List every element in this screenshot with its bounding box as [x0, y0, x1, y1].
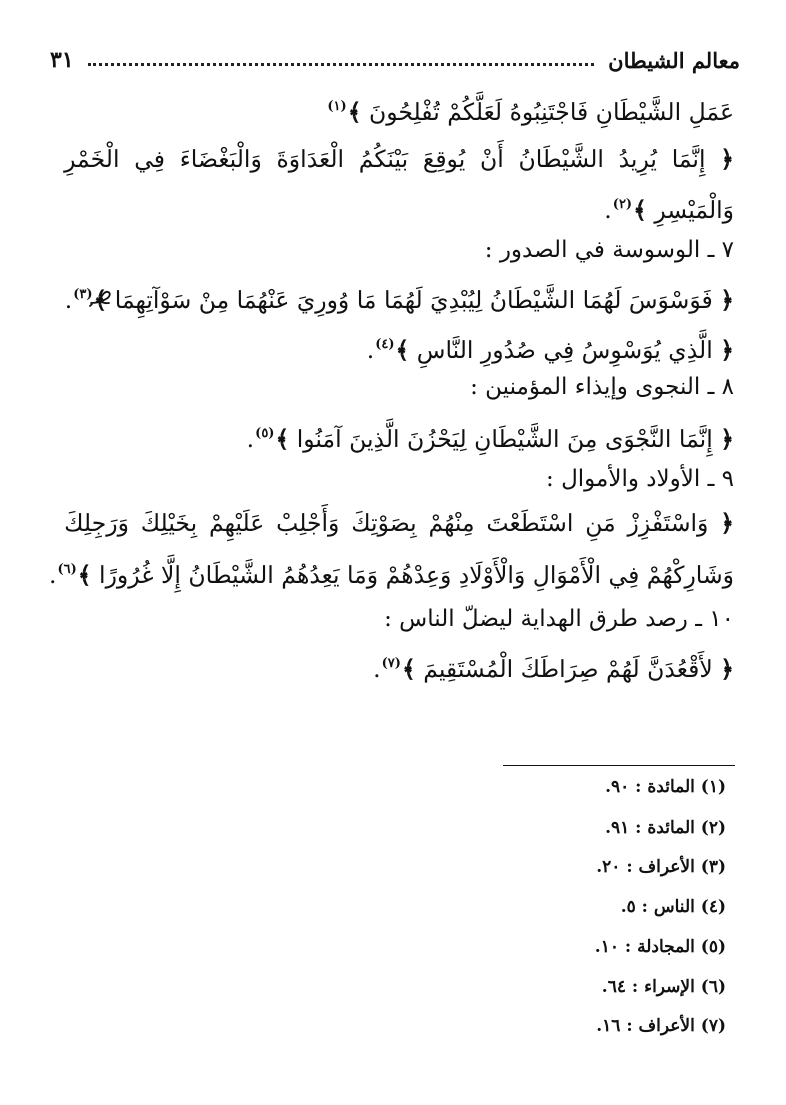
footnote-separator [503, 765, 735, 766]
verse-text: الَّذِي يُوَسْوِسُ فِي صُدُورِ النَّاسِ [416, 336, 713, 364]
verse-word: الْخَمْرِ [64, 145, 120, 173]
full-stop: . [49, 561, 57, 589]
footnote-ref: (٥) [255, 426, 275, 441]
verse-word: عَلَيْهِمْ [208, 509, 265, 537]
footnote-ref: (٢) [612, 197, 633, 212]
opening-bracket: ﴿ [720, 145, 734, 173]
opening-bracket: ﴿ [720, 425, 734, 453]
footnote-ref: (٦) [57, 562, 77, 577]
verse-line-5 [65, 278, 734, 317]
page-number: ٣١ [50, 47, 74, 73]
closing-bracket: ﴾ [77, 561, 92, 589]
footnote-ref: (٤) [375, 337, 395, 352]
verse-word: إِنَّمَا [671, 145, 706, 173]
verse-text: لأَقْعُدَنَّ لَهُمْ صِرَاطَكَ الْمُسْتَقِيمَ [423, 655, 713, 683]
header-leader-dots [88, 51, 595, 66]
verse-word: وَرَجِلِكَ [64, 509, 129, 537]
closing-bracket: ﴾ [401, 655, 416, 683]
section-heading-8: ٨ ـ النجوى وإيذاء المؤمنين : [470, 374, 734, 400]
full-stop: . [373, 655, 381, 683]
opening-bracket: ﴿ [720, 509, 734, 537]
verse-word: الشَّيْطَانُ [518, 145, 604, 173]
section-heading-10: ١٠ ـ رصد طرق الهداية ليضلّ الناس : [384, 606, 734, 632]
closing-bracket: ﴾ [93, 286, 108, 314]
full-stop: . [64, 286, 73, 314]
verse-word: بَيْنَكُمُ [358, 145, 409, 173]
verse-word: يُوقِعَ [422, 145, 466, 173]
verse-text: وَشَارِكْهُمْ فِي الْأَمْوَالِ وَالْأَوْلَادِ وَعِدْهُمْ وَمَا يَعِدُهُمُ الشَّيْطَانُ إِلَّا غُرُورًا [99, 561, 734, 589]
footnote-7: (٧) الأعراف : ١٦. [596, 1016, 726, 1036]
verse-line-6 [367, 328, 734, 367]
opening-bracket: ﴿ [720, 655, 734, 683]
closing-bracket: ﴾ [347, 98, 362, 126]
footnote-3: (٣) الأعراف : ٢٠. [596, 857, 726, 877]
verse-word: يُرِيدُ [618, 145, 657, 173]
closing-bracket: ﴾ [275, 425, 290, 453]
verse-word: اسْتَطَعْتَ [486, 509, 574, 537]
section-heading-9: ٩ ـ الأولاد والأموال : [546, 466, 734, 492]
verse-word: بِصَوْتِكَ [351, 509, 417, 537]
closing-bracket: ﴾ [633, 196, 647, 224]
full-stop: . [246, 425, 255, 453]
full-stop: . [366, 336, 375, 364]
verse-line-10 [64, 506, 734, 540]
footnote-ref: (١) [327, 99, 347, 114]
footnote-5: (٥) المجادلة : ١٠. [594, 937, 726, 957]
running-header [50, 44, 740, 76]
footnote-2: (٢) المائدة : ٩١. [605, 818, 726, 838]
verse-line-2 [64, 142, 734, 176]
verse-line-3 [604, 188, 734, 227]
verse-word: مَنِ [585, 509, 616, 537]
full-stop: . [604, 196, 612, 224]
footnote-4: (٤) الناس : ٥. [620, 897, 726, 917]
verse-word: أَنْ [479, 145, 504, 173]
footnote-ref: (٧) [381, 656, 401, 671]
verse-text: إِنَّمَا النَّجْوَى مِنَ الشَّيْطَانِ لِيَحْزُنَ الَّذِينَ آمَنُوا [296, 425, 713, 453]
footnote-6: (٦) الإسراء : ٦٤. [601, 977, 726, 997]
opening-bracket: ﴿ [720, 336, 734, 364]
verse-word: وَأَجْلِبْ [276, 509, 340, 537]
verse-text: وَالْمَيْسِرِ [654, 196, 734, 224]
footnote-1: (١) المائدة : ٩٠. [605, 777, 726, 797]
verse-line-1 [326, 90, 734, 129]
verse-word: وَاسْتَفْزِزْ [627, 509, 709, 537]
verse-text: عَمَلِ الشَّيْطَانِ فَاجْتَنِبُوهُ لَعَلَّكُمْ تُفْلِحُونَ [368, 98, 734, 126]
opening-bracket: ﴿ [720, 286, 734, 314]
verse-word: بِخَيْلِكَ [140, 509, 198, 537]
verse-line-13 [373, 647, 734, 686]
verse-line-11 [49, 553, 734, 592]
verse-word: فِي [134, 145, 166, 173]
verse-word: مِنْهُمْ [428, 509, 475, 537]
verse-text: فَوَسْوَسَ لَهُمَا الشَّيْطَانُ لِيُبْدِيَ لَهُمَا مَا وُورِيَ عَنْهُمَا مِنْ سَوْآتِهِمَا [114, 286, 713, 314]
header-title: معالم الشيطان [608, 47, 740, 73]
verse-word: وَالْبَغْضَاءَ [179, 145, 262, 173]
verse-word: الْعَدَاوَةَ [276, 145, 345, 173]
verse-line-8 [247, 417, 734, 456]
footnote-ref: (٣) [73, 287, 93, 302]
closing-bracket: ﴾ [395, 336, 410, 364]
section-heading-7: ٧ ـ الوسوسة في الصدور : [484, 237, 734, 263]
